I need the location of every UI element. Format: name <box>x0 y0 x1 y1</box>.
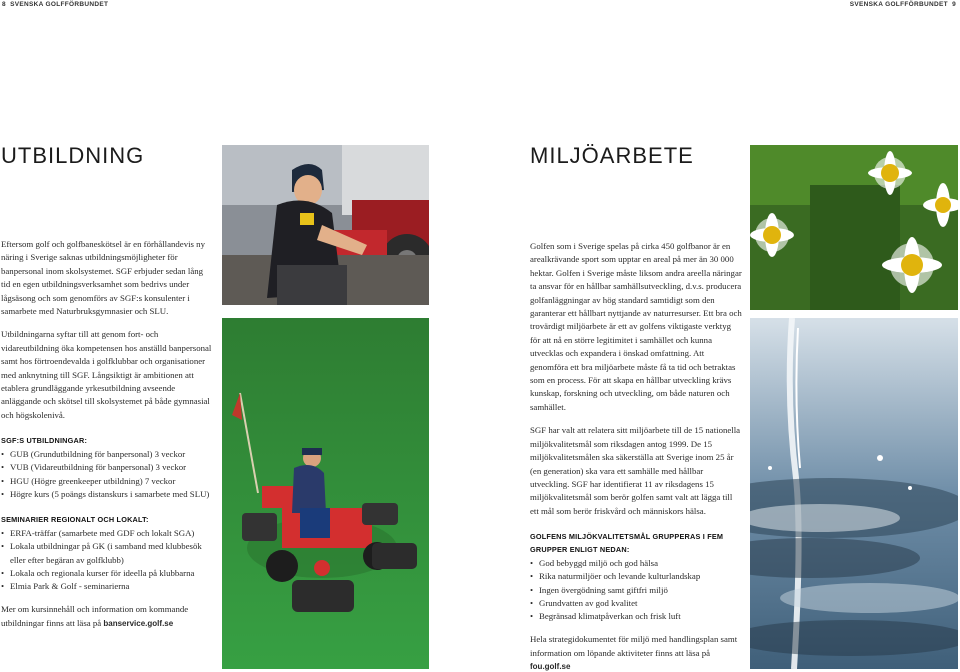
footer-text: Hela strategidokumentet för miljö med handlingsplan samt information om löpande aktiviteter finns att läsa på <box>530 634 738 658</box>
publisher-right: SVENSKA GOLFFÖRBUNDET <box>849 1 948 8</box>
mower-on-green-photo <box>222 318 429 669</box>
list-item: • Lokala och regionala kurser för ideella på klubbarna <box>1 567 213 580</box>
sgf-utbildningar-heading: SGF:S UTBILDNINGAR: <box>1 436 88 446</box>
miljo-paragraph-2: SGF har valt att relatera sitt miljöarbete till de 15 nationella miljökvalitetsmål som riksdagen antog 1999. De 15 miljökvalitetsmålen ska säkerställa att Sverige inom 25 år (en generation) ska vara ett samhälle med hållbar utveckling. SGF har identifierat 11 av riksdagens 15 miljökvalitetsmål som berör golfen samt valt att lägga till ett mål som berör friskvård och människors hälsa. <box>530 425 741 516</box>
footer-text: Mer om kursinnehåll och information om kommande utbildningar finns att läsa på <box>1 604 189 628</box>
list-item: • Lokala utbildningar på GK (i samband med klubbesök eller efter begäran av golfklubb) <box>1 540 213 566</box>
miljo-paragraph-1: Golfen som i Sverige spelas på cirka 450 golfbanor är en arealkrävande sport som upptar en areal på mer än 30 000 hektar. Golfen i Sverige måste liksom andra areella näringar ta ansvar för en hållbar samhällsutveckling, d.v.s. producera golfanläggningar av hög standard samtidigt som den garanterar ett hållbart nyttjande av naturresurser. Ett bra och trovärdigt miljöarbete är ett av golfens viktigaste verktyg för att nå en större legitimitet i samhället och kunna utvecklas och expandera i önskad omfattning. Att genomföra ett bra miljöarbete måste få ta tid och betraktas som en process. För att skapa en hållbar utveckling krävs kunskap, forskning och utveckling, om både naturen och samhället. <box>530 241 742 412</box>
sgf-utbildningar-list <box>1 448 213 501</box>
page-header-right <box>850 1 956 8</box>
list-item: • HGU (Högre greenkeeper utbildning) 7 veckor <box>1 475 213 488</box>
fou-link[interactable]: fou.golf.se <box>530 661 571 671</box>
seminarier-list <box>1 527 213 593</box>
mechanic-photo <box>222 145 429 305</box>
miljo-footer-text <box>530 633 742 672</box>
seminarier-heading: SEMINARIER REGIONALT OCH LOKALT: <box>1 515 149 525</box>
water-splash-photo <box>750 318 958 669</box>
page-header-left <box>2 1 108 8</box>
list-item: • Rika naturmiljöer och levande kulturlandskap <box>530 570 742 583</box>
daisies-photo <box>750 145 958 310</box>
list-item: • GUB (Grundutbildning för banpersonal) 3 veckor <box>1 448 213 461</box>
miljokvalitetsmal-list <box>530 557 742 623</box>
left-column <box>1 238 213 630</box>
banservice-link[interactable]: banservice.golf.se <box>103 618 174 628</box>
utbildning-paragraph-2: Utbildningarna syftar till att genom fort- och vidareutbildning öka kompetensen hos anställd banpersonal samt hos förtroendevalda i golfklubbar och organisationer med anknytning till SGF. Långsiktigt är ambitionen att etablera grundläggande yrkesutbildning avseende anläggande och skötsel till skolsystemet på både gymnasial och högskolenivå. <box>1 329 212 420</box>
utbildning-footer-text <box>1 603 213 630</box>
miljokvalitetsmal-heading: GOLFENS MILJÖKVALITETSMÅL GRUPPERAS I FEM GRUPPER ENLIGT NEDAN: <box>530 532 724 555</box>
list-item: • Elmia Park & Golf - seminarierna <box>1 580 213 593</box>
list-item: • VUB (Vidareutbildning för banpersonal) 3 veckor <box>1 461 213 474</box>
list-item: • Begränsad klimatpåverkan och frisk luft <box>530 610 742 623</box>
publisher-left: SVENSKA GOLFFÖRBUNDET <box>10 1 109 8</box>
list-item: • Högre kurs (5 poängs distanskurs i samarbete med SLU) <box>1 488 213 501</box>
right-column <box>530 240 742 672</box>
section-title-utbildning: UTBILDNING <box>1 143 145 168</box>
list-item: • Ingen övergödning samt giftfri miljö <box>530 584 742 597</box>
page-number-left: 8 <box>2 1 6 8</box>
page-number-right: 9 <box>952 1 956 8</box>
list-item: • Grundvatten av god kvalitet <box>530 597 742 610</box>
list-item: • God bebyggd miljö och god hälsa <box>530 557 742 570</box>
list-item: • ERFA-träffar (samarbete med GDF och lokalt SGA) <box>1 527 213 540</box>
utbildning-paragraph-1: Eftersom golf och golfbaneskötsel är en förhållandevis ny näring i Sverige saknas utbildningsmöjligheter för banpersonal inom skolsystemet. SGF erbjuder sedan lång tid en egen utbildningsverksamhet som bedrivs under lågsäsong och som genomförs av SGF:s konsulenter i samarbete med Naturbruksgymnasier och SLU. <box>1 239 205 317</box>
section-title-miljoarbete: MILJÖARBETE <box>530 143 694 168</box>
